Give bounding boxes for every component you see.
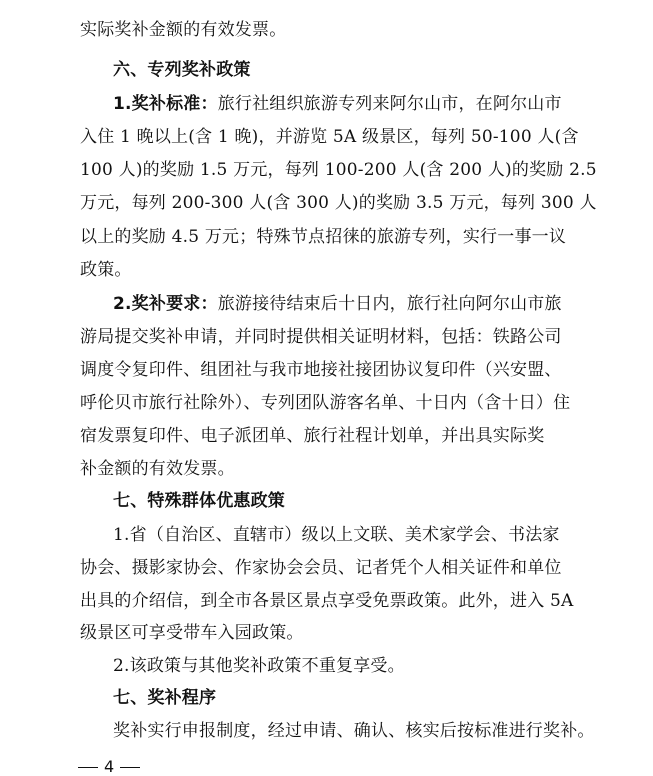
paragraph-line: 2.该政策与其他奖补政策不重复享受。 <box>113 656 405 676</box>
paragraph-line: 级景区可享受带车入园政策。 <box>80 623 304 643</box>
paragraph-line: 呼伦贝市旅行社除外）、专列团队游客名单、十日内（含十日）住 <box>80 393 571 413</box>
paragraph-line: 调度令复印件、组团社与我市地接社接团协议复印件（兴安盟、 <box>80 360 562 380</box>
section-heading-6: 六、专列奖补政策 <box>113 60 251 80</box>
section-heading-7: 七、特殊群体优惠政策 <box>113 491 285 511</box>
paragraph-line: 万元，每列 200-300 人(含 300 人)的奖励 3.5 万元，每列 300 人 <box>80 193 597 213</box>
section-heading-procedure: 七、奖补程序 <box>113 688 217 708</box>
lead-standard: 1.奖补标准： <box>113 94 218 114</box>
footer-dash-right <box>120 767 140 768</box>
paragraph-line <box>113 93 613 115</box>
paragraph-line: 100 人)的奖励 1.5 万元，每列 100-200 人(含 200 人)的奖励 2.5 <box>80 160 597 180</box>
paragraph-text: 旅行社组织旅游专列来阿尔山市，在阿尔山市 <box>217 94 562 114</box>
paragraph-line: 游局提交奖补申请，并同时提供相关证明材料，包括：铁路公司 <box>80 327 562 347</box>
paragraph-text: 旅游接待结束后十日内，旅行社向阿尔山市旅 <box>217 294 562 314</box>
page-number: 4 <box>104 757 115 776</box>
paragraph-line: 以上的奖励 4.5 万元；特殊节点招徕的旅游专列，实行一事一议 <box>80 227 567 247</box>
paragraph-line: 入住 1 晚以上(含 1 晚)，并游览 5A 级景区，每列 50-100 人(含 <box>80 127 579 147</box>
lead-requirement: 2.奖补要求： <box>113 294 218 314</box>
paragraph-line: 宿发票复印件、电子派团单、旅行社程计划单，并出具实际奖 <box>80 426 545 446</box>
paragraph-line: 实际奖补金额的有效发票。 <box>80 20 287 40</box>
paragraph-line: 1.省（自治区、直辖市）级以上文联、美术家学会、书法家 <box>113 525 560 545</box>
paragraph-line: 补金额的有效发票。 <box>80 459 235 479</box>
footer-dash-left <box>78 767 98 768</box>
paragraph-line: 协会、摄影家协会、作家协会会员、记者凭个人相关证件和单位 <box>80 558 562 578</box>
paragraph-line <box>113 293 613 315</box>
paragraph-line: 出具的介绍信，到全市各景区景点享受免票政策。此外，进入 5A <box>80 591 574 611</box>
paragraph-line: 政策。 <box>80 260 132 280</box>
paragraph-line: 奖补实行申报制度，经过申请、确认、核实后按标准进行奖补。 <box>113 721 595 741</box>
page-footer <box>78 758 140 776</box>
